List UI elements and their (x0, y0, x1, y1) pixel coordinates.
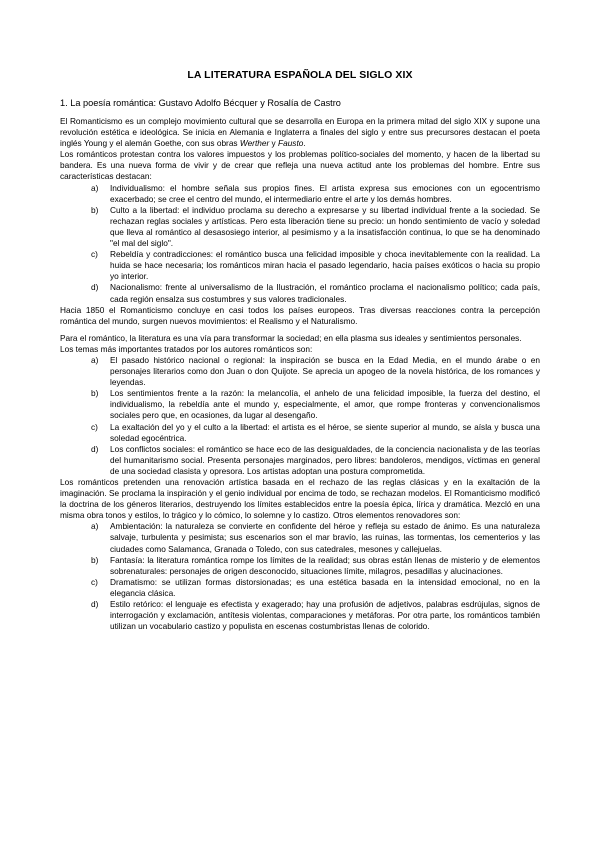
renewal-paragraph: Los románticos pretenden una renovación artística basada en el rechazo de las reglas clásicas y en la exaltación de la imaginación. Se proclama la inspiración y el genio individual por encima de todo, se rechazan modelos. El Romanticismo modificó la doctrina de los géneros literarios, destruyendo los límites establecidos entre la poesía épica, lírica y dramática. Mezcló en una misma obra tonos y estilos, lo trágico y lo cómico, lo solemne y lo castizo. Otros elementos renovadores son: (60, 477, 540, 521)
list-item: b) Culto a la libertad: el individuo proclama su derecho a expresarse y su libertad individual frente a la sociedad. Se rechazan reglas sociales y artísticas. Pero esta liberación tiene su precio: un hondo sentimiento de vacío y soledad que lleva al romántico al desasosiego interior, al pesimismo y a la insatisfacción continua, lo que se ha denominado "el mal del siglo". (91, 204, 540, 249)
list-item: a) El pasado histórico nacional o regional: la inspiración se busca en la Edad Media, en el mundo árabe o en personajes literarios como don Juan o don Quijote. Se aprecia un apogeo de la novela histórica, de los romances y leyendas. (91, 354, 540, 388)
list-item: c) Rebeldía y contradicciones: el romántico busca una felicidad imposible y choca inevitablemente con la realidad. La huida se hace necesaria; los románticos miran hacia el pasado legendario, hacia países exóticos o hacia su propio yo interior. (91, 249, 540, 282)
characteristics-list (60, 183, 540, 305)
list-item: b) Los sentimientos frente a la razón: la melancolía, el anhelo de una felicidad imposible, la fuerza del destino, el individualismo, la rebeldía ante el mundo y, especialmente, el amor, que rompe fronteras y convencionalismos sociales pero que, en ocasiones, da lugar al desengaño. (91, 388, 540, 421)
list-item: d) Los conflictos sociales: el romántico se hace eco de las desigualdades, de la conciencia nacionalista y de las teorías del humanitarismo social. Presenta personajes marginados, pero libres: bandoleros, mendigos, víctimas en general de una sociedad clasista y opresora. Los artistas adoptan una postura comprometida. (91, 443, 540, 476)
list-item: a) Individualismo: el hombre señala sus propios fines. El artista expresa sus emociones con un egocentrismo exacerbado; se cree el centro del mundo, el intermediario entre el arte y los demás hombres. (91, 182, 540, 204)
intro-paragraph: El Romanticismo es un complejo movimiento cultural que se desarrolla en Europa en la primera mitad del siglo XIX y supone una revolución estética e ideológica. Se inicia en Alemania e Inglaterra a finales del siglo y entre sus precursores destacan el poeta inglés Young y el alemán Goethe, con sus obras Werther y Fausto. (60, 116, 540, 149)
renewal-elements-list (60, 521, 540, 632)
work-title: Fausto (278, 138, 304, 149)
list-item: c) Dramatismo: se utilizan formas distorsionadas; es una estética basada en la intensidad emocional, no en la elegancia clásica. (91, 576, 540, 598)
protest-paragraph: Los románticos protestan contra los valores impuestos y los problemas político-sociales del momento, y hacen de la libertad su bandera. Es una nueva forma de vivir y de crear que refleja una nueva actitud ante los problemas del hombre. Entre sus características destacan: (60, 149, 540, 182)
list-item: c) La exaltación del yo y el culto a la libertad: el artista es el héroe, se siente superior al mundo, se aísla y busca una soledad egocéntrica. (91, 421, 540, 443)
list-item: d) Estilo retórico: el lenguaje es efectista y exagerado; hay una profusión de adjetivos, palabras esdrújulas, signos de interrogación y exclamación, antítesis violentas, comparaciones y metáforas. Por otra parte, los románticos también utilizan un vocabulario castizo y populista en escenas costumbristas llenas de colorido. (91, 599, 540, 632)
document-body (60, 116, 540, 632)
decline-paragraph: Hacia 1850 el Romanticismo concluye en casi todos los países europeos. Tras diversas reacciones contra la percepción romántica del mundo, surgen nuevos movimientos: el Realismo y el Naturalismo. (60, 304, 540, 326)
list-item: a) Ambientación: la naturaleza se convierte en confidente del héroe y refleja su estado de ánimo. Es una naturaleza salvaje, turbulenta y pesimista; sus escenarios son el mar bravío, las ruinas, las tormentas, los cementerios y las ciudades como Salamanca, Granada o Toledo, con sus catedrales, mesones y callejuelas. (91, 521, 540, 554)
work-title: Werther (239, 138, 270, 149)
themes-list (60, 355, 540, 477)
section-heading: 1. La poesía romántica: Gustavo Adolfo Bécquer y Rosalía de Castro (60, 98, 341, 108)
list-item: b) Fantasía: la literatura romántica rompe los límites de la realidad; sus obras están llenas de misterio y de elementos sobrenaturales: personajes de origen desconocido, situaciones límite, milagros, pesadillas y alucinaciones. (91, 554, 540, 576)
page-title: LA LITERATURA ESPAÑOLA DEL SIGLO XIX (187, 69, 413, 81)
themes-intro: Los temas más importantes tratados por los autores románticos son: (60, 343, 313, 354)
list-item: d) Nacionalismo: frente al universalismo de la Ilustración, el romántico proclama el nacionalismo político; cada país, cada región ensalza sus costumbres y sus valores tradicionales. (91, 282, 540, 304)
literature-paragraph: Para el romántico, la literatura es una vía para transformar la sociedad; en ella plasma sus ideales y sentimientos personales. (60, 332, 522, 343)
